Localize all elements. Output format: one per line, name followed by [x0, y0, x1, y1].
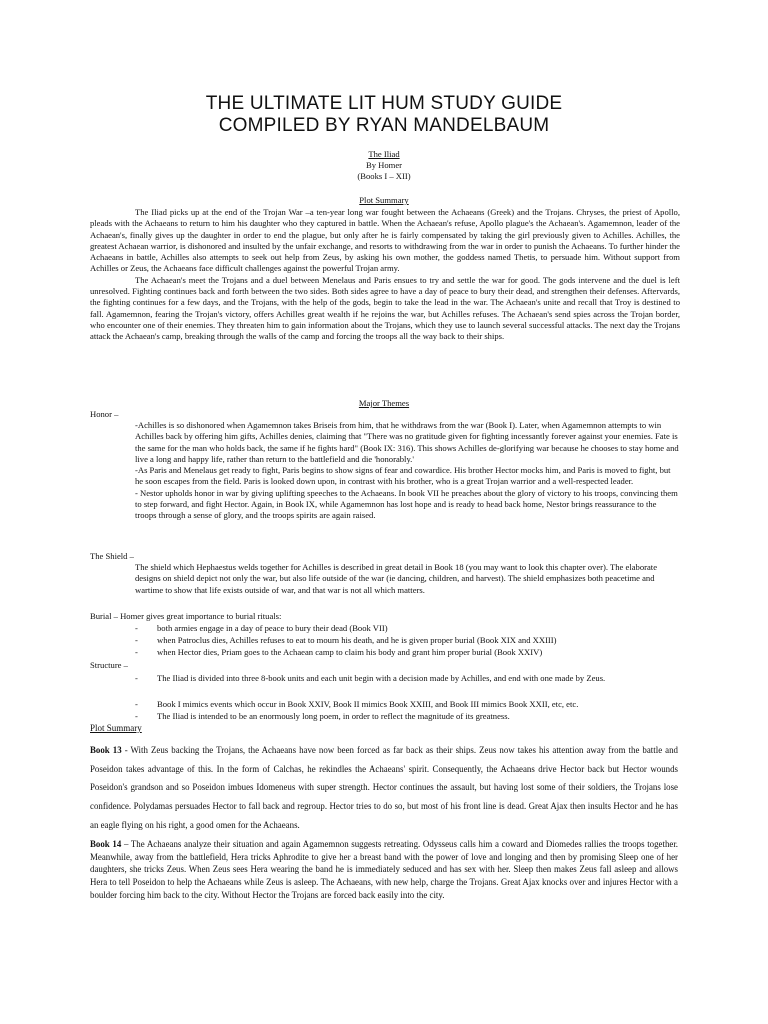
- honor-item: - Nestor upholds honor in war by giving uplifting speeches to the Achaeans. In book VII he preaches about the glory of victory to his troops, convincing them to step forward, and fight Hector. Again, in Book IX, while Agamemnon has lost hope and is ready to head back home, Nestor brings reassurance to the troops through a sense of glory, and the troops spirits are again raised.: [135, 487, 678, 521]
- shield-text: The shield which Hephaestus welds together for Achilles is described in great detail in Book 18 (you may want to look this chapter over). The elaborate designs on shield depict not only the war, but also life outside of the war (ie dancing, children, and harvest). The shield emphasizes both peacetime and wartime to show that life exists outside of war, and that war is not all which matters.: [135, 562, 658, 595]
- bullet-dash: -: [135, 635, 138, 645]
- book-13-label: Book 13: [90, 745, 122, 755]
- bullet-dash: -: [135, 647, 138, 657]
- iliad-books: (Books I – XII): [357, 171, 411, 181]
- book-14-paragraph: [90, 838, 678, 902]
- bullet-dash: -: [135, 623, 138, 633]
- plot-summary-2-heading: Plot Summary: [90, 723, 142, 733]
- document-page: THE ULTIMATE LIT HUM STUDY GUIDE COMPILED BY RYAN MANDELBAUM The Iliad By Homer (Books I – XII) Plot Summary The Iliad picks up at the end of the Trojan War –a ten-year long war fought between the Achaeans (Greek) and the Trojans. Chryses, the priest of Apollo, pleads with the Achaeans to return to him his daughter who they captured in battle. When the Achaean's refuse, Apollo plague's the Achaean's. Agamemnon, leader of the Achaean's, finally gives up the daughter in order to end the plague, but only after he is fairly compensated by taking the girl previously given to Achilles. Achilles, the greatest Achaean warrior, is dishonored and insulted by the unfair exchange, and resorts to withdrawing from the war in order to punish the Achaeans. To further hinder the Achaeans in battle, Achilles also attempts to seek out help from Zeus, by asking his own mother, the goddess named Thetis, to persuade him. Without support from Achilles or Zeus, the Achaeans face difficult challenges against the powerful Trojan army. The Achaean's meet the Trojans and a duel between Menelaus and Paris ensues to try and settle the war for good. The gods intervene and the duel is left unresolved. Fighting continues back and forth between the two sides. Both sides agree to have a day of peace to bury their dead, and strengthen their defenses. Aftervards, the fighting continues for a few days, and the Trojans, with the help of the gods, begin to take the lead in the war. The Achaean's unite and recall that Troy is destined to fall. Agamemnon, fearing the Trojan's victory, offers Achilles great wealth if he rejoins the war, but Achilles refuses. The Achaean's send spies across the Trojan border, who encounter one of their enemies. They threaten him to gain information about the Trojans, which they use to launch several successful attacks. The next day the Trojans attack the Achaean's camp, breaking through the walls of the camp and forcing the troops all the way back to their ships. Major Themes Honor – -Achilles is so dishonored when Agamemnon takes Briseis from him, that he withdraws from the war (Book I). Later, when Agamemnon attempts to win Achilles back by offering him gifts, Achilles denies, claiming that "There was no gratitude given for fighting incessantly forever against your enemies. Fate is the same for the man who holds back, the same if he fights hard" (Book IX: 316). This shows Achilles de-glorifying war because he chooses to stay home and live a long and happy life, rather than return to the battlefield and die 'honorably.' -As Paris and Menelaus get ready to fight, Paris begins to show signs of fear and cowardice. His brother Hector mocks him, and Paris is moved to fight, but he soon escapes from the field. Paris is looked down upon, in contrast with his brother, who is a great Trojan warrior and a well-respected leader. - Nestor upholds honor in war by giving uplifting speeches to the Achaeans. In book VII he preaches about the glory of victory to his troops, convincing them to step forward, and fight Hector. Again, in Book IX, while Agamemnon has lost hope and is ready to head back home, Nestor brings reassurance to the troops through a sense of glory, and the troops spirits are again raised. The Shield – The shield which Hephaestus welds together for Achilles is described in great detail in Book 18 (you may want to look this chapter over). The elaborate designs on shield depict not only the war, but also life outside of the war (ie dancing, children, and harvest). The shield emphasizes both peacetime and wartime to show that life exists outside of war, and that war is not all which matters. Burial – Homer gives great importance to burial rituals: - both armies engage in a day of peace to bury their dead (Book VII) - when Patroclus dies, Achilles refuses to eat to mourn his death, and he is given proper burial (Book XIX and XXIII) - when Hector dies, Priam goes to the Achaean camp to claim his body and grant him proper burial (Book XXIV) Structure – - The Iliad is divided into three 8-book units and each unit begin with a decision made by Achilles, and end with one made by Zeus. - Book I mimics events which occur in Book XXIV, Book II mimics Book XXIII, and Book III mimics Book XXII, etc, etc. - The Iliad is intended to be an enormously long poem, in order to reflect the magnitude of its greatness. Plot Summary Book 13 - With Zeus backing the Trojans, the Achaeans have now been forced as far back as their ships. Zeus now takes his attention away from the battle and Poseidon takes advantage of this. In the form of Calchas, he rekindles the Achaeans' spirit. Consequently, the Achaeans drive Hector back but Hector wounds Poseidon's grandson and so Poseidon imbues Idomeneus with super strength. Hector continues the assault, but having lost some of their soldiers, the Trojans lose confidence. Polydamas persuades Hector to fall back and regroup. Hector tries to do so, but most of his front line is dead. Great Ajax then insults Hector and he has an eagle flying on his right, a good omen for the Achaeans. Book 14 – The Achaeans analyze their situation and again Agamemnon suggests retreating. Odysseus calls him a coward and Diomedes rallies the troops together. Meanwhile, away from the battlefield, Hera tricks Aphrodite to give her a breast band with the power of love and longing and then by promising Sleep one of her daughters, she tricks Zeus. When Zeus sees Hera wearing the band he is immediately seduced and has sex with her. Sleep then makes Zeus fall asleep and allows Hera to tell Poseidon to help the Achaeans while Zeus is asleep. The Achaeans, with new help, charge the Trojans. Great Ajax knocks over and injures Hector with a boulder forcing him back to the city. Without Hector the Trojans are forced back easily into the city.: [0, 0, 768, 1024]
- shield-label: The Shield –: [90, 551, 134, 561]
- iliad-title: The Iliad: [368, 149, 400, 159]
- honor-item: -As Paris and Menelaus get ready to fight, Paris begins to show signs of fear and cowardice. His brother Hector mocks him, and Paris is moved to fight, but he soon escapes from the field. Paris is looked down upon, in contrast with his brother, who is a great Trojan warrior and a well-respected leader.: [135, 465, 671, 487]
- title-line-1: THE ULTIMATE LIT HUM STUDY GUIDE: [205, 93, 563, 114]
- honor-list: [135, 420, 680, 522]
- structure-label: Structure –: [90, 660, 128, 670]
- book-13-text: - With Zeus backing the Trojans, the Achaeans have now been forced as far back as their ships. Zeus now takes his attention away from the battle and Poseidon takes advantage of this. In the form of Calchas, he rekindles the Achaeans' spirit. Consequently, the Achaeans drive Hector back but Hector wounds Poseidon's grandson and so Poseidon imbues Idomeneus with super strength. Hector continues the assault, but having lost some of their soldiers, the Trojans lose confidence. Polydamas persuades Hector to fall back and regroup. Hector tries to do so, but most of his front line is dead. Great Ajax then insults Hector and he has an eagle flying on his right, a good omen for the Achaeans.: [90, 745, 678, 830]
- bullet-dash: -: [135, 699, 138, 709]
- iliad-author: By Homer: [365, 160, 403, 170]
- bullet-dash: -: [135, 711, 138, 721]
- honor-label: Honor –: [90, 409, 119, 419]
- book-14-text: – The Achaeans analyze their situation and again Agamemnon suggests retreating. Odysseus calls him a coward and Diomedes rallies the troops together. Meanwhile, away from the battlefield, Hera tricks Aphrodite to give her a breast band with the power of love and longing and then by promising Sleep one of her daughters, she tricks Zeus. When Zeus sees Hera wearing the band he is immediately seduced and has sex with her. Sleep then makes Zeus fall asleep and allows Hera to tell Poseidon to help the Achaeans while Zeus is asleep. The Achaeans, with new help, charge the Trojans. Great Ajax knocks over and injures Hector with a boulder forcing him back to the city. Without Hector the Trojans are forced back easily into the city.: [90, 839, 679, 900]
- burial-label: Burial – Homer gives great importance to burial rituals:: [90, 611, 282, 621]
- plot-paragraph-2: The Achaean's meet the Trojans and a duel between Menelaus and Paris ensues to try and settle the war for good. The gods intervene and the duel is left unresolved. Fighting continues back and forth between the two sides. Both sides agree to have a day of peace to bury their dead, and strengthen their defenses. Aftervards, the fighting continues for a few days, and the Trojans, with the help of the gods, begin to take the lead in the war. The Achaean's unite and recall that Troy is destined to fall. Agamemnon, fearing the Trojan's victory, offers Achilles great wealth if he rejoins the war, but Achilles refuses. The Achaean's send spies across the Trojan border, who encounter one of their enemies. They threaten him to gain information about the Trojans, which they use to launch several successful attacks. The next day the Trojans attack the Achaean's camp, breaking through the walls of the camp and forcing the troops all the way back to their ships.: [90, 274, 680, 342]
- title-line-2: COMPILED BY RYAN MANDELBAUM: [218, 115, 550, 136]
- book-14-label: Book 14: [90, 839, 122, 849]
- bullet-dash: -: [135, 673, 138, 683]
- plot-summary-heading: Plot Summary: [359, 195, 409, 205]
- plot-summary-body: [90, 207, 680, 343]
- book-13-paragraph: [90, 741, 678, 835]
- honor-item: -Achilles is so dishonored when Agamemnon takes Briseis from him, that he withdraws from the war (Book I). Later, when Agamemnon attempts to win Achilles back by offering him gifts, Achilles denies, claiming that "There was no gratitude given for fighting incessantly forever against your enemies. Fate is the same for the man who holds back, the same if he fights hard" (Book IX: 316). This shows Achilles de-glorifying war because he chooses to stay home and live a long and happy life, rather than return to the battlefield and die 'honorably.': [135, 420, 679, 464]
- major-themes-heading: Major Themes: [358, 398, 410, 408]
- plot-paragraph-1: The Iliad picks up at the end of the Trojan War –a ten-year long war fought between the Achaeans (Greek) and the Trojans. Chryses, the priest of Apollo, pleads with the Achaeans to return to him his daughter who they captured in battle. When the Achaean's refuse, Apollo plague's the Achaean's. Agamemnon, leader of the Achaean's, finally gives up the daughter in order to end the plague, but only after he is fairly compensated by taking the girl previously given to Achilles. Achilles, the greatest Achaean warrior, is dishonored and insulted by the unfair exchange, and resorts to withdrawing from the war in order to punish the Achaeans. To further hinder the Achaeans in battle, Achilles also attempts to seek out help from Zeus, by asking his own mother, the goddess named Thetis, to persuade him. Without support from Achilles or Zeus, the Achaeans face difficult challenges against the powerful Trojan army.: [90, 207, 680, 274]
